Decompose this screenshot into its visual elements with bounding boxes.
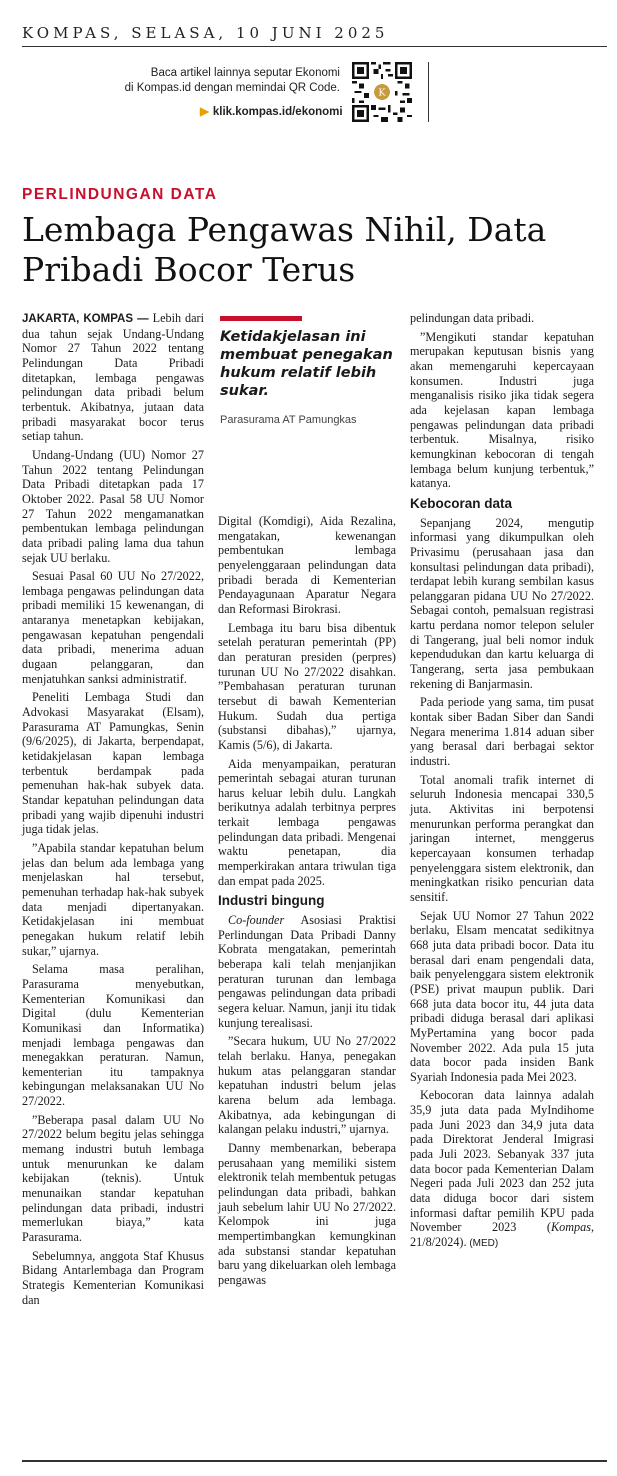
headline: Lembaga Pengawas Nihil, Data Pribadi Bocor Terus bbox=[22, 210, 547, 289]
pullquote: Ketidakjelasan ini membuat penegakan hukum relatif lebih sukar. bbox=[220, 329, 393, 399]
paragraph: Peneliti Lembaga Studi dan Advokasi Masyarakat (Elsam), Parasurama AT Pamungkas, Senin (9/6/2025), di Jakarta, berpendapat, ketidakjelasan kapan lembaga terbentuk berdampak pada pemenuhan hak-hak subyek data. Standar kepatuhan pelindungan data pribadi yang wajib dipenuhi industri juga tidak jelas. bbox=[22, 690, 204, 837]
pullquote-accent-bar bbox=[220, 316, 302, 321]
top-rule bbox=[22, 46, 607, 47]
paragraph: Sesuai Pasal 60 UU No 27/2022, lembaga pengawas pelindungan data pribadi memiliki 15 kewenangan, di antaranya menetapkan kebijakan, pengawasan kepatuhan pengendali data pribadi, menerima aduan dugaan pelanggaran, dan menjatuhkan sanksi administratif. bbox=[22, 569, 204, 686]
promo-link[interactable] bbox=[200, 104, 343, 118]
section-kicker: PERLINDUNGAN DATA bbox=[22, 186, 218, 203]
paragraph: Sebelumnya, anggota Staf Khusus Bidang Antarlembaga dan Program Strategis Kementerian Komunikasi dan bbox=[22, 1248, 204, 1307]
paragraph: Sejak UU Nomor 27 Tahun 2022 berlaku, Elsam mencatat sedikitnya 668 juta data pribadi bocor. Data itu berasal dari enam pengendali data, baik penyelenggara sistem elektronik (PSE) privat maupun publik. Dari 668 juta data bocor itu, 44 juta data pribadi diduga berasal dari aplikasi MyPertamina yang bocor pada November 2022. Ada pula 15 juta data bocor pada insiden Bank Syariah Indonesia pada Mei 2023. bbox=[410, 908, 594, 1084]
paragraph: ”Mengikuti standar kepatuhan merupakan keputusan bisnis yang akan memengaruhi kepercayaan konsumen. Industri juga menganalisis risiko jika tidak segera ada kejelasan kapan lembaga pengawas pelindungan data pribadi terbentuk. Misalnya, risiko kemungkinan kebocoran di tengah lembaga belum kunjung terbentuk,” katanya. bbox=[410, 329, 594, 491]
pullquote-credit: Parasurama AT Pamungkas bbox=[220, 414, 357, 426]
promo-line-1: Baca artikel lainnya seputar Ekonomi bbox=[150, 67, 340, 79]
subheading: Industri bingung bbox=[218, 893, 325, 909]
play-arrow-icon: ▶ bbox=[200, 106, 209, 118]
lead-text: Lebih dari dua tahun sejak Undang-Undang Nomor 27 Tahun 2022 tentang Pelindungan Data Pribadi ditetapkan, lembaga pengawas pelindungan data pribadi belum terbentuk. Akibatnya, jutaan data pribadi masyarakat bocor terus setiap tahun. bbox=[22, 311, 204, 444]
paragraph: Undang-Undang (UU) Nomor 27 Tahun 2022 tentang Pelindungan Data Pribadi ditetapkan pada 17 Oktober 2022. Pasal 58 UU Nomor 27 Tahun 2022 mengamanatkan pembentukan lembaga pelindungan data pribadi paling lama dua tahun sejak UU berlaku. bbox=[22, 447, 204, 565]
article-column-2 bbox=[218, 514, 396, 1291]
paragraph: Digital (Komdigi), Aida Rezalina, mengatakan, kewenangan pembentukan lembaga penyelenggaraan pelindungan data pribadi berada di Kementerian Pendayagunaan Aparatur Negara dan Reformasi Birokrasi. bbox=[218, 514, 396, 616]
qr-code-icon[interactable] bbox=[352, 62, 412, 122]
promo-text bbox=[120, 66, 340, 96]
paragraph: pelindungan data pribadi. bbox=[410, 311, 535, 325]
paragraph: ”Secara hukum, UU No 27/2022 telah berlaku. Hanya, penegakan hukum atas pelanggaran standar kepatuhan industri belum jelas karena belum ada lembaga. Akibatnya, ada kebingungan di kalangan pelaku industri,” ujarnya. bbox=[218, 1034, 396, 1137]
article-column-1 bbox=[22, 311, 204, 1311]
promo-divider bbox=[428, 62, 429, 122]
paragraph: ”Beberapa pasal dalam UU No 27/2022 belum begitu jelas sehingga memang industri butuh lembaga untuk menurunkan ke dalam kebijakan (teknis). Untuk menunaikan standar kepatuhan pelindungan data pribadi, industri memerlukan biaya,” kata Parasurama. bbox=[22, 1112, 204, 1245]
source-name: Kompas bbox=[550, 1220, 591, 1235]
italic-term: Co-founder bbox=[228, 913, 285, 928]
masthead: KOMPAS, SELASA, 10 JUNI 2025 bbox=[22, 24, 389, 42]
paragraph bbox=[410, 1088, 594, 1251]
article-column-3 bbox=[410, 311, 594, 1256]
author-initials: (MED) bbox=[466, 1238, 499, 1250]
promo-link-text[interactable]: klik.kompas.id/ekonomi bbox=[212, 106, 343, 118]
paragraph: Danny membenarkan, beberapa perusahaan yang memiliki sistem elektronik telah membentuk petugas pelindungan data pribadi, bahkan jauh sebelum lahir UU No 27/2022. Kelompok ini juga mempertimbangkan kemungkinan ada substansi standar kepatuhan baru yang dikeluarkan oleh lembaga pengawas bbox=[218, 1140, 396, 1287]
paragraph: Pada periode yang sama, tim pusat kontak siber Badan Siber dan Sandi Negara menerima 1.814 aduan siber yang berasal dari berbagai sektor industri. bbox=[410, 695, 594, 769]
paragraph: Lembaga itu baru bisa dibentuk setelah peraturan pemerintah (PP) dan peraturan presiden (perpres) turunan UU No 27/2022 disahkan. ”Pembahasan peraturan turunan tersebut di bawah Kementerian Hukum. Sudah dua pertiga (substansi dibahas),” ujarnya, Kamis (5/6), di Jakarta. bbox=[218, 620, 396, 752]
paragraph: Aida menyampaikan, peraturan pemerintah sebagai aturan turunan harus keluar lebih dulu. Langkah berikutnya adalah terbitnya perpres terkait lembaga pengawas pelindungan data pribadi. Mengenai waktu penetapan, dia memperkirakan antara triwulan tiga dan empat pada 2025. bbox=[218, 756, 396, 888]
paragraph-text: Asosiasi Praktisi Perlindungan Data Pribadi Danny Kobrata mengatakan, pemerintah beberapa kali telah menjanjikan peraturan turunan dan lembaga pengawas pelindungan data pribadi segera keluar. Namun, janji itu tidak kunjung terealisasi. bbox=[218, 913, 396, 1030]
dateline: JAKARTA, KOMPAS — bbox=[22, 313, 153, 325]
paragraph bbox=[22, 311, 204, 444]
paragraph-text: Kebocoran data lainnya adalah 35,9 juta data pada MyIndihome pada Juni 2023 dan 34,9 juta data pada Direktorat Jenderal Imigrasi pada Juli 2023. Sebanyak 337 juta data bocor pada Kementerian Dalam Negeri pada Juli 2023 dan 252 juta data diduga bocor dari sistem informasi daftar pemilih KPU pada November 2023 ( bbox=[410, 1088, 594, 1235]
paragraph: Sepanjang 2024, mengutip informasi yang dikumpulkan oleh Privasimu (perusahaan jasa dan konsultasi pelindungan data pribadi), terdapat lebih kurang sembilan kasus pelanggaran pidana UU No 27/2022. Sebagai contoh, pemalsuan registrasi kartu perdana nomor telepon seluler di Tangerang, jual beli nomor induk kependudukan dan kartu keluarga di Tangerang, serta jasa pembukaan rekening di Banjarmasin. bbox=[410, 515, 594, 691]
paragraph: ”Apabila standar kepatuhan belum jelas dan belum ada lembaga yang menjelaskan hal tersebut, pemenuhan terhadap hak-hak subyek data menjadi dipertanyakan. Ketidakjelasan ini membuat penegakan hukum relatif lebih sukar,” ujarnya. bbox=[22, 840, 204, 958]
paragraph bbox=[218, 913, 396, 1030]
promo-line-2: di Kompas.id dengan memindai QR Code. bbox=[124, 82, 340, 94]
paragraph: Selama masa peralihan, Parasurama menyebutkan, Kementerian Komunikasi dan Digital (dulu Kementerian Komunikasi dan Informatika) menjadi lembaga pengawas dan menegakkan peraturan. Namun, kementerian itu tampaknya kebingungan melaksanakan UU No 27/2022. bbox=[22, 962, 204, 1109]
bottom-rule bbox=[22, 1460, 607, 1462]
svg-text:K: K bbox=[378, 87, 386, 99]
subheading: Kebocoran data bbox=[410, 495, 513, 511]
paragraph-text: , 21/8/2024). bbox=[410, 1220, 594, 1250]
paragraph: Total anomali trafik internet di seluruh Indonesia mencapai 330,5 juta. Aktivitas ini berpotensi menurunkan performa perangkat dan jaringan internet, menggerus kepercayaan konsumen terhadap penyelenggara sistem elektronik, dan meningkatkan risiko pencurian data sensitif. bbox=[410, 772, 594, 904]
